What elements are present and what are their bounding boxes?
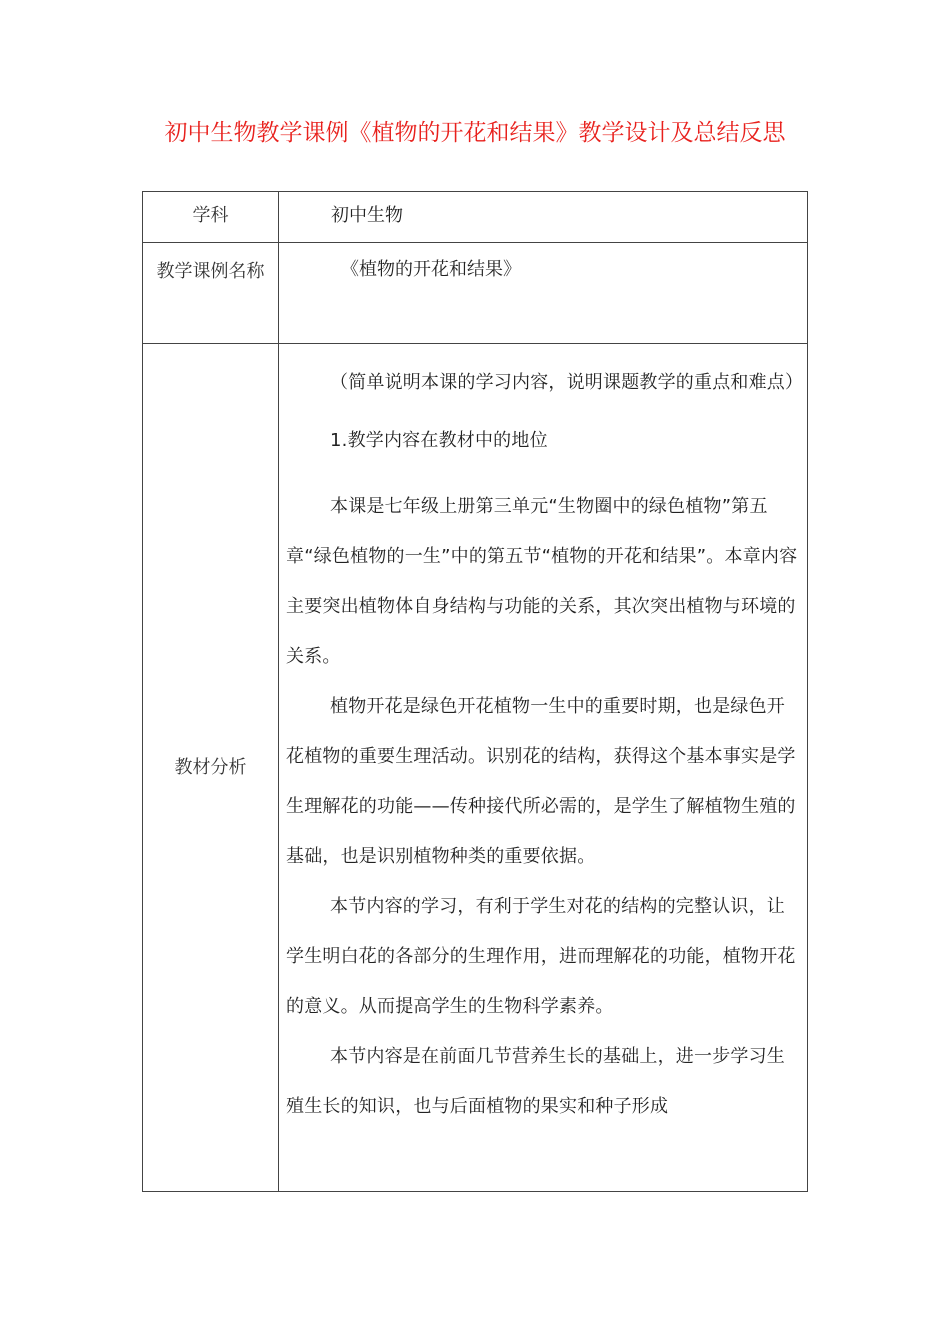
- document-title: 初中生物教学课例《植物的开花和结果》教学设计及总结反思: [164, 120, 786, 146]
- lesson-name-value: 《植物的开花和结果》: [279, 243, 808, 344]
- table-row-lesson-name: [143, 243, 808, 344]
- subject-label: 学科: [143, 192, 279, 243]
- subject-value: 初中生物: [279, 192, 808, 243]
- analysis-paragraph: 植物开花是绿色开花植物一生中的重要时期，也是绿色开花植物的重要生理活动。识别花的结构，获得这个基本事实是学生理解花的功能——传种接代所必需的，是学生了解植物生殖的基础，也是识别植物种类的重要依据。: [286, 696, 796, 867]
- analysis-paragraph: 本节内容是在前面几节营养生长的基础上，进一步学习生殖生长的知识，也与后面植物的果实和种子形成: [286, 1046, 785, 1117]
- analysis-content: [279, 344, 808, 1192]
- analysis-label: 教材分析: [143, 344, 279, 1192]
- analysis-paragraph: 本课是七年级上册第三单元“生物圈中的绿色植物”第五章“绿色植物的一生”中的第五节“植物的开花和结果”。本章内容主要突出植物体自身结构与功能的关系，其次突出植物与环境的关系。: [286, 496, 798, 667]
- analysis-paragraph: （简单说明本课的学习内容，说明课题教学的重点和难点）: [330, 372, 804, 393]
- analysis-paragraph: 1.教学内容在教材中的地位: [330, 430, 548, 451]
- lesson-info-table: [142, 191, 808, 1192]
- table-row-analysis: [143, 344, 808, 1192]
- lesson-name-label: 教学课例名称: [143, 243, 279, 344]
- table-row-subject: [143, 192, 808, 243]
- analysis-paragraph: 本节内容的学习，有利于学生对花的结构的完整认识，让学生明白花的各部分的生理作用，进而理解花的功能，植物开花的意义。从而提高学生的生物科学素养。: [286, 896, 796, 1017]
